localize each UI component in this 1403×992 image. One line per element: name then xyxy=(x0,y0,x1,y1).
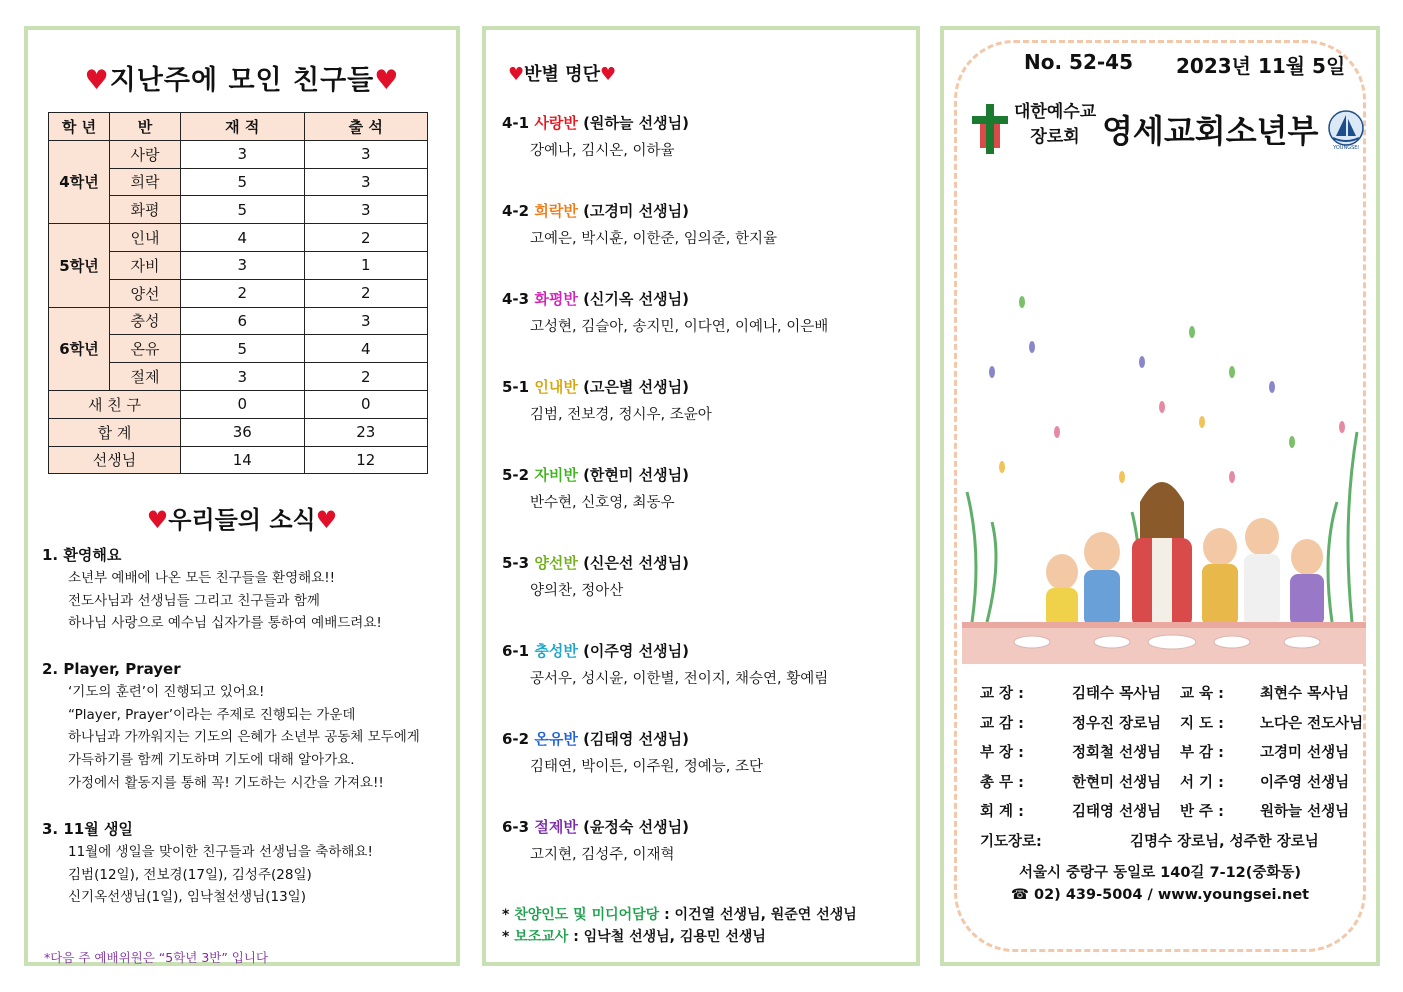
class-entry: 6-3 절제반 (윤정숙 선생님) 고지현, 김성주, 이재혁 xyxy=(502,818,689,863)
table-row: 4학년 사랑 3 3 xyxy=(49,140,428,168)
middle-panel xyxy=(482,26,920,966)
issue-date: 2023년 11월 5일 xyxy=(1176,54,1346,78)
table-header: 반 xyxy=(110,113,181,141)
svg-text:YOUNGSEI: YOUNGSEI xyxy=(1333,145,1359,150)
news-title: ♥우리들의 소식♥ xyxy=(146,506,338,534)
class-name: 온유반 xyxy=(534,730,578,748)
news-heading: 1. 환영해요 xyxy=(42,546,122,564)
table-row: 6학년 충성 6 3 xyxy=(49,307,428,335)
cross-icon xyxy=(972,104,1008,154)
class-entry: 5-3 양선반 (신은선 선생님) 양의찬, 정아산 xyxy=(502,554,689,599)
news-heading: 2. Player, Prayer xyxy=(42,660,181,678)
table-row: 5학년 인내 4 2 xyxy=(49,224,428,252)
class-entry: 4-2 희락반 (고경미 선생님) 고예은, 박시훈, 이한준, 임의준, 한지율 xyxy=(502,202,777,247)
table-row: 화평 5 3 xyxy=(49,196,428,224)
next-week-note: *다음 주 예배위원은 “5학년 3반” 입니다 xyxy=(44,950,269,965)
heart-icon: ♥ xyxy=(599,64,617,85)
table-row: 희락 5 3 xyxy=(49,168,428,196)
church-name: 영세교회소년부 xyxy=(1102,112,1319,150)
table-row: 합 계 36 23 xyxy=(49,418,428,446)
class-members: 강예나, 김시온, 이하율 xyxy=(530,143,675,159)
class-members: 양의찬, 정아산 xyxy=(530,583,624,599)
attendance-title: ♥지난주에 모인 친구들♥ xyxy=(84,65,400,96)
table-row: 자비 3 1 xyxy=(49,251,428,279)
class-name: 사랑반 xyxy=(534,114,578,132)
table-row: 새 친 구 0 0 xyxy=(49,390,428,418)
class-entry: 5-1 인내반 (고은별 선생님) 김범, 전보경, 정시우, 조윤아 xyxy=(502,378,712,423)
class-name: 인내반 xyxy=(534,378,578,396)
heart-icon: ♥ xyxy=(374,65,400,96)
right-panel: No. 52-45 2023년 11월 5일 대한예수교 장로회 영세교회소년부 YOUNGSEI 교 장 : 김태수 목사님 교 육 : 최현수 목사님 교 감 : 정우진 장로님 지 도 : 노다은 전도사님 부 장 : 정회철 선생님 부 감 : 고경미 선생님 총 무 : 한현미 선생님 서 기 : 이주영 선생님 회 계 : 김태영 선생님 반 주 : 원하늘 선생님 기도장로: 김명수 장로님, 성주한 장로님 서울시 중랑구 동일로 140길 7-12(중화동) ☎ 02) 439-5004 / www.youngsei.net xyxy=(940,26,1380,966)
class-members: 고성현, 김슬아, 송지민, 이다연, 이예나, 이은배 xyxy=(530,319,829,335)
class-members: 반수현, 신호영, 최동우 xyxy=(530,495,675,511)
heart-icon: ♥ xyxy=(84,65,110,96)
denomination: 대한예수교 장로회 xyxy=(1014,102,1097,147)
class-name: 양선반 xyxy=(534,554,578,572)
table-row: 양선 2 2 xyxy=(49,279,428,307)
class-members: 고지현, 김성주, 이재혁 xyxy=(530,847,675,863)
table-header: 출 석 xyxy=(304,113,428,141)
class-name: 희락반 xyxy=(534,202,578,220)
class-entry: 4-3 화평반 (신기옥 선생님) 고성현, 김슬아, 송지민, 이다연, 이예나, 이은배 xyxy=(502,290,829,335)
left-panel xyxy=(24,26,460,966)
class-name: 자비반 xyxy=(534,466,578,484)
attendance-table xyxy=(48,112,428,474)
extra-staff: * 찬양인도 및 미디어담당 : 이건열 선생님, 원준연 선생님 * 보조교사 : 임낙철 선생님, 김용민 선생님 xyxy=(502,907,857,945)
table-row: 선생님 14 12 xyxy=(49,446,428,474)
class-members: 공서우, 성시윤, 이한별, 전이지, 채승연, 황예림 xyxy=(530,671,829,687)
table-header: 학 년 xyxy=(49,113,110,141)
class-name: 화평반 xyxy=(534,290,578,308)
class-entry: 6-1 충성반 (이주영 선생님) 공서우, 성시윤, 이한별, 전이지, 채승연, 황예림 xyxy=(502,642,829,687)
table-header: 재 적 xyxy=(181,113,305,141)
church-address: 서울시 중랑구 동일로 140길 7-12(중화동) ☎ 02) 439-5004 / www.youngsei.net xyxy=(1010,865,1310,903)
class-name: 충성반 xyxy=(534,642,578,660)
class-members: 김범, 전보경, 정시우, 조윤아 xyxy=(530,407,712,423)
table-row: 온유 5 4 xyxy=(49,335,428,363)
class-members: 고예은, 박시훈, 이한준, 임의준, 한지율 xyxy=(530,231,777,247)
news-item: 1. 환영해요 소년부 예배에 나온 모든 친구들을 환영해요!! 전도사님과 선생님들 그리고 친구들과 함께 하나님 사랑으로 예수님 십자가를 통하여 예배드려요! xyxy=(42,544,446,635)
issue-number: No. 52-45 xyxy=(1024,50,1134,74)
class-entry: 5-2 자비반 (한현미 선생님) 반수현, 신호영, 최동우 xyxy=(502,466,689,511)
heart-icon: ♥ xyxy=(146,506,169,534)
church-logo-icon xyxy=(1328,110,1364,150)
table-row: 절제 3 2 xyxy=(49,363,428,391)
news-item: 3. 11월 생일 11월에 생일을 맞이한 친구들과 선생님을 축하해요! 김범(12일), 전보경(17일), 김성주(28일) 신기옥선생님(1일), 임낙철선생님(13일) xyxy=(42,818,446,909)
class-entry: 6-2 온유반 (김태영 선생님) 김태연, 박이든, 이주원, 정예능, 조단 xyxy=(502,730,763,775)
class-members: 김태연, 박이든, 이주원, 정예능, 조단 xyxy=(530,759,763,775)
heart-icon: ♥ xyxy=(508,64,525,85)
class-list-title: ♥반별 명단♥ xyxy=(508,64,617,85)
news-heading: 3. 11월 생일 xyxy=(42,820,133,838)
class-entry: 4-1 사랑반 (원하늘 선생님) 강예나, 김시온, 이하율 xyxy=(502,114,689,159)
class-name: 절제반 xyxy=(534,818,578,836)
last-supper-illustration xyxy=(962,292,1366,664)
news-item: 2. Player, Prayer ‘기도의 훈련’이 진행되고 있어요! “Player, Prayer’이라는 주제로 진행되는 가운데 하나님과 가까워지는 기도의 은혜가 소년부 공동체 모두에게 가득하기를 함께 기도하며 기도에 대해 알아가요. 가정에서 활동지를 통해 꼭! 기도하는 시간을 가져요!! xyxy=(42,658,446,795)
heart-icon: ♥ xyxy=(315,506,338,534)
